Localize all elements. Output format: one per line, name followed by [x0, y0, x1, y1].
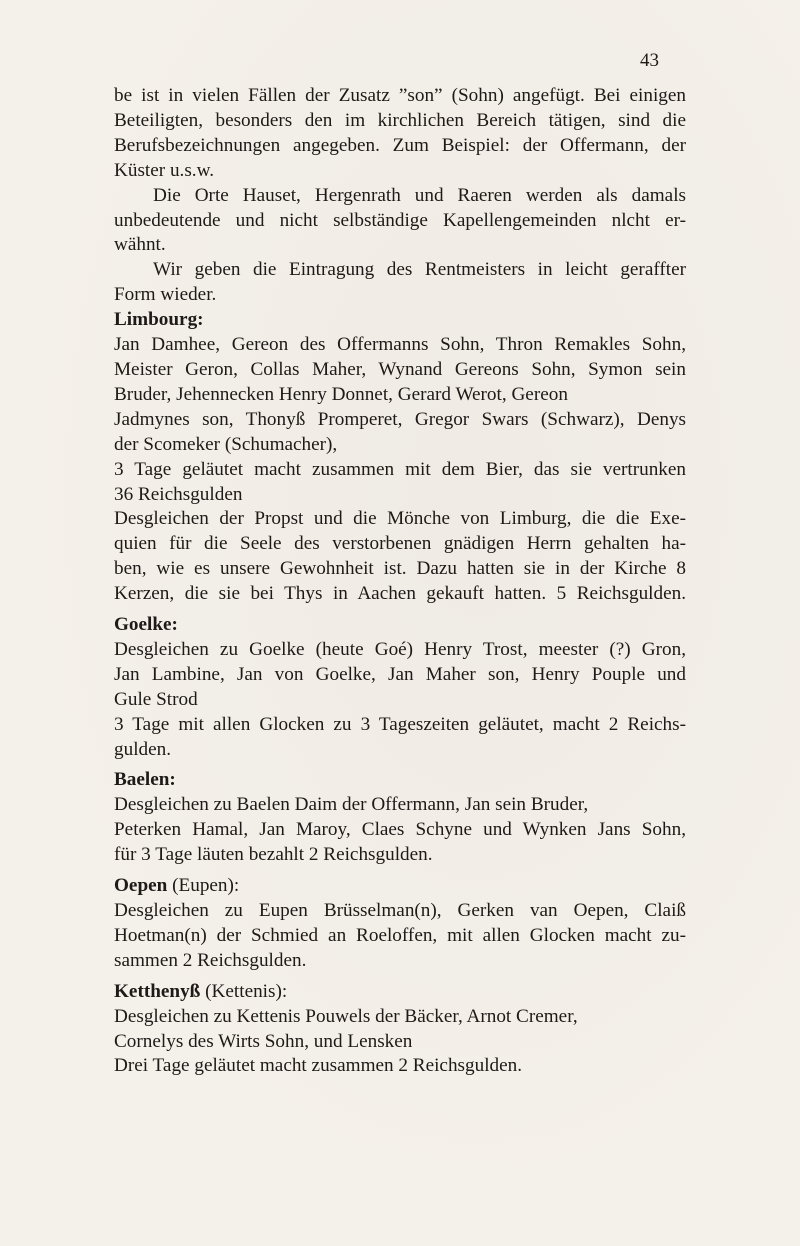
text-line: Berufsbezeichnungen angegeben. Zum Beispiel: der Offermann, der: [114, 134, 686, 156]
text-line: sammen 2 Reichsgulden.: [114, 949, 307, 971]
section-heading-suffix: (Eupen):: [167, 875, 240, 897]
section-heading-bold: Goelke:: [114, 614, 178, 636]
section-heading-suffix: (Kettenis):: [200, 980, 288, 1002]
intro-paragraph-2: [114, 184, 686, 259]
text-line: Beteiligten, besonders den im kirchlichen Bereich tätigen, sind die: [114, 109, 686, 131]
text-line: Die Orte Hauset, Hergenrath und Raeren werden als damals: [153, 184, 686, 206]
text-line: Bruder, Jehennecken Henry Donnet, Gerard Werot, Gereon: [114, 383, 568, 405]
text-line: Wir geben die Eintragung des Rentmeisters in leicht geraffter: [153, 259, 686, 281]
section-heading: [114, 874, 686, 899]
text-line: Desgleichen zu Kettenis Pouwels der Bäcker, Arnot Cremer,: [114, 1005, 578, 1027]
body-text: [114, 84, 686, 1079]
text-line: quien für die Seele des verstorbenen gnädigen Herrn gehalten ha-: [114, 533, 686, 555]
section-oepen: [114, 874, 686, 974]
section-heading-bold: Oepen: [114, 875, 168, 897]
text-line: für 3 Tage läuten bezahlt 2 Reichsgulden.: [114, 844, 433, 866]
text-line: Desgleichen zu Baelen Daim der Offermann, Jan sein Bruder,: [114, 794, 589, 816]
page-number: 43: [640, 50, 659, 71]
section-ketthenyss: [114, 980, 686, 1080]
section-heading: [114, 613, 686, 638]
section-heading: [114, 308, 686, 333]
text-line: Kerzen, die sie bei Thys in Aachen gekauft hatten. 5 Reichsgulden.: [114, 583, 686, 605]
text-line: Desgleichen zu Eupen Brüsselman(n), Gerken van Oepen, Claiß: [114, 900, 686, 921]
text-line: Jan Damhee, Gereon des Offermanns Sohn, Thron Remakles Sohn,: [114, 334, 686, 356]
text-line: Drei Tage geläutet macht zusammen 2 Reichsgulden.: [114, 1055, 523, 1077]
section-heading: [114, 980, 686, 1005]
section-baelen: [114, 768, 686, 868]
text-line: 3 Tage mit allen Glocken zu 3 Tageszeiten geläutet, macht 2 Reichs-: [114, 713, 686, 735]
text-line: Meister Geron, Collas Maher, Wynand Gereons Sohn, Symon sein: [114, 358, 686, 380]
intro-paragraph-1: [114, 84, 686, 184]
section-goelke: [114, 613, 686, 762]
text-line: Hoetman(n) der Schmied an Roeloffen, mit allen Glocken macht zu-: [114, 924, 686, 946]
text-line: be ist in vielen Fällen der Zusatz ”son” (Sohn) angefügt. Bei einigen: [114, 85, 686, 106]
text-line: 36 Reichsgulden: [114, 483, 243, 505]
text-line: unbedeutende und nicht selbständige Kapellengemeinden nlcht er-: [114, 209, 686, 231]
text-line: gulden.: [114, 738, 172, 760]
text-line: Gule Strod: [114, 688, 198, 710]
text-line: der Scomeker (Schumacher),: [114, 433, 338, 455]
text-line: Jan Lambine, Jan von Goelke, Jan Maher son, Henry Pouple und: [114, 663, 686, 685]
intro-paragraph-3: [114, 258, 686, 308]
text-line: Cornelys des Wirts Sohn, und Lensken: [114, 1030, 413, 1052]
section-heading-bold: Ketthenyß: [114, 980, 201, 1002]
text-line: Desgleichen der Propst und die Mönche von Limburg, die die Exe-: [114, 508, 686, 530]
section-heading: [114, 768, 686, 793]
section-limbourg: [114, 308, 686, 607]
text-line: Küster u.s.w.: [114, 159, 215, 181]
section-heading-bold: Limbourg:: [114, 309, 204, 331]
text-line: Form wieder.: [114, 284, 217, 306]
text-line: ben, wie es unsere Gewohnheit ist. Dazu hatten sie in der Kirche 8: [114, 558, 686, 580]
text-line: Peterken Hamal, Jan Maroy, Claes Schyne und Wynken Jans Sohn,: [114, 819, 686, 841]
text-line: wähnt.: [114, 234, 166, 256]
text-line: Desgleichen zu Goelke (heute Goé) Henry Trost, meester (?) Gron,: [114, 638, 686, 660]
section-heading-bold: Baelen:: [114, 769, 176, 791]
text-line: 3 Tage geläutet macht zusammen mit dem Bier, das sie vertrunken: [114, 458, 686, 480]
text-line: Jadmynes son, Thonyß Promperet, Gregor Swars (Schwarz), Denys: [114, 408, 686, 430]
